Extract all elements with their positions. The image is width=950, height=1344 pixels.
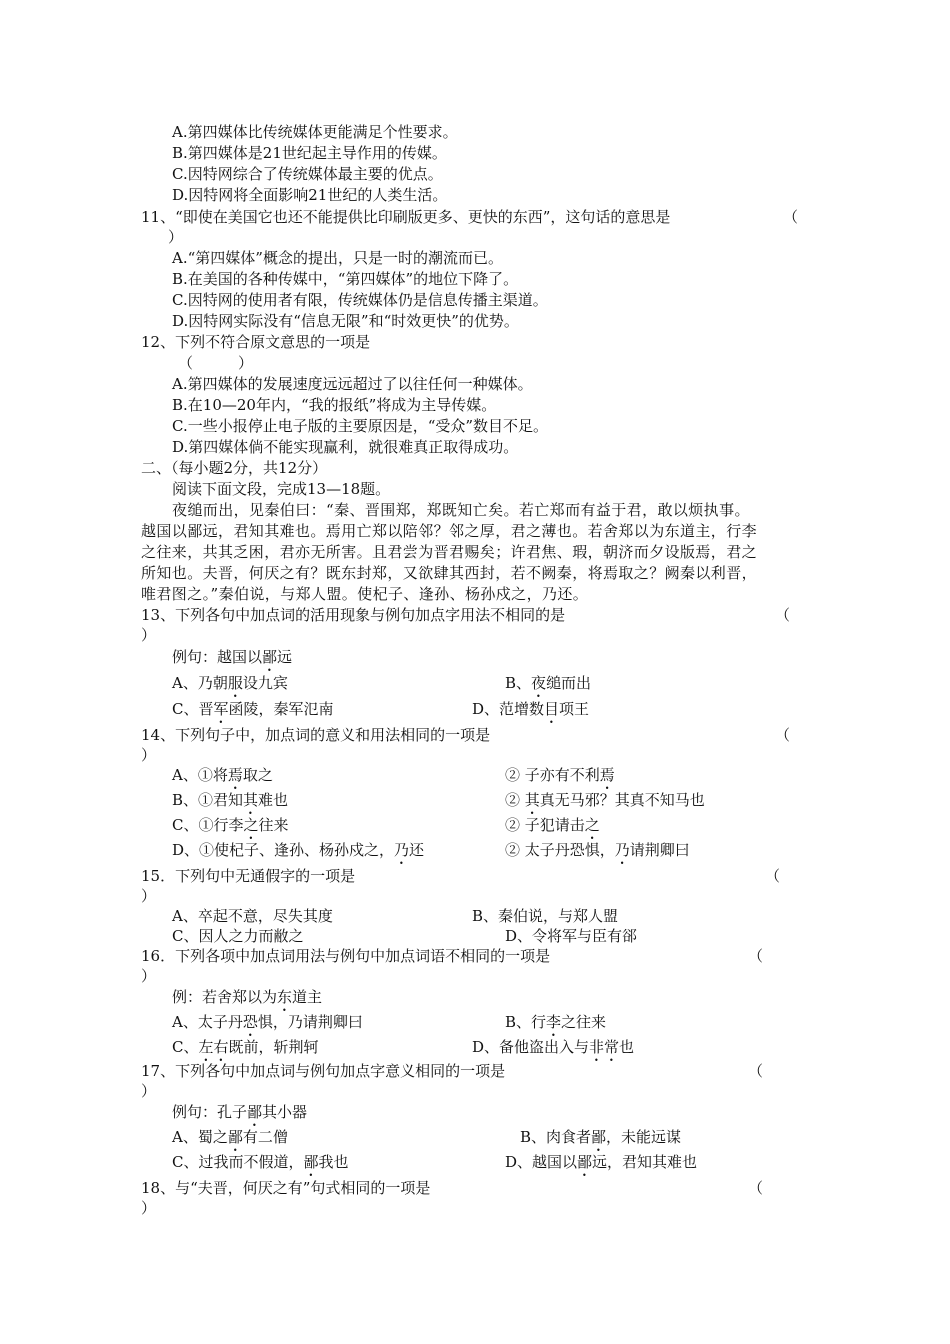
dotted-word: 其 bbox=[243, 791, 259, 809]
q10-option-c: C.因特网综合了传统媒体最主要的优点。 bbox=[172, 165, 443, 183]
q14-option-d-1: D、①使杞子、逢孙、杨孙戍之，乃还 bbox=[172, 841, 425, 859]
q16-answer-paren-close: ） bbox=[141, 967, 157, 985]
dotted-word: 军 bbox=[213, 700, 229, 718]
dotted-word: 其 bbox=[524, 791, 540, 809]
q12-option-c: C.一些小报停止电子版的主要原因是，“受众”数目不足。 bbox=[172, 417, 549, 435]
q13-option-d: D、范增数目项王 bbox=[472, 700, 590, 718]
dotted-word: 东 bbox=[277, 988, 293, 1006]
q14-option-d-2: ② 太子丹恐惧，乃请荆卿曰 bbox=[505, 841, 690, 859]
q10-option-d: D.因特网将全面影响21世纪的人类生活。 bbox=[172, 186, 448, 204]
q12-option-d: D.第四媒体倘不能实现赢利，就很难真正取得成功。 bbox=[172, 438, 519, 456]
q12-answer-paren: （ ） bbox=[178, 354, 254, 372]
q14-option-b-2: ② 其真无马邪？其真不知马也 bbox=[505, 791, 705, 809]
q11-option-c: C.因特网的使用者有限，传统媒体仍是信息传播主渠道。 bbox=[172, 291, 548, 309]
dotted-word: 夜 bbox=[531, 674, 547, 692]
passage-line: 所知也。夫晋，何厌之有？既东封郑，又欲肆其西封，若不阙秦，将焉取之？阙秦以利晋， bbox=[141, 564, 758, 582]
q16-example: 例：若舍郑以为东道主 bbox=[172, 988, 323, 1006]
q14-option-c-1: C、①行李之往来 bbox=[172, 816, 289, 834]
q11-option-d: D.因特网实际没有“信息无限”和“时效更快”的优势。 bbox=[172, 312, 519, 330]
dotted-word: 鄙 bbox=[577, 1153, 593, 1171]
dotted-word: 左右 bbox=[198, 1038, 229, 1056]
q11-stem: 11、“即使在美国它也还不能提供比印刷版更多、更快的东西”，这句话的意思是 bbox=[141, 208, 671, 226]
q17-answer-paren-open: （ bbox=[748, 1062, 764, 1080]
q15-option-b: B、秦伯说，与郑人盟 bbox=[472, 907, 619, 925]
q14-option-a-1: A、①将焉取之 bbox=[172, 766, 273, 784]
q16-option-a: A、太子丹恐惧，乃请荆卿曰 bbox=[172, 1013, 363, 1031]
q13-option-c: C、晋军函陵，秦军氾南 bbox=[172, 700, 334, 718]
dotted-word: 焉 bbox=[227, 766, 243, 784]
q17-example: 例句：孔子鄙其小器 bbox=[172, 1103, 308, 1121]
dotted-word: 之 bbox=[584, 816, 600, 834]
q11-option-a: A.“第四媒体”概念的提出，只是一时的潮流而已。 bbox=[172, 249, 503, 267]
q13-answer-paren-close: ） bbox=[141, 626, 157, 644]
dotted-word: 鄙 bbox=[591, 1128, 607, 1146]
q18-stem: 18、与“夫晋，何厌之有”句式相同的一项是 bbox=[141, 1179, 431, 1197]
dotted-word: 焉 bbox=[599, 766, 615, 784]
dotted-word: 非常 bbox=[589, 1038, 620, 1056]
q18-answer-paren-close: ） bbox=[141, 1199, 157, 1217]
q17-stem: 17、下列各句中加点词与例句加点字意义相同的一项是 bbox=[141, 1062, 506, 1080]
q14-answer-paren-open: （ bbox=[775, 726, 791, 744]
q14-option-b-1: B、①君知其难也 bbox=[172, 791, 289, 809]
q15-option-c: C、因人之力而敝之 bbox=[172, 927, 304, 945]
dotted-word: 之 bbox=[243, 816, 259, 834]
q17-option-d: D、越国以鄙远，君知其难也 bbox=[505, 1153, 698, 1171]
dotted-word: 鄙 bbox=[303, 1153, 319, 1171]
q10-option-b: B.第四媒体是21世纪起主导作用的传媒。 bbox=[172, 144, 447, 162]
q12-option-a: A.第四媒体的发展速度远远超过了以往任何一种媒体。 bbox=[172, 375, 533, 393]
q13-stem: 13、下列各句中加点词的活用现象与例句加点字用法不相同的是 bbox=[141, 606, 566, 624]
reading-instruction: 阅读下面文段，完成13—18题。 bbox=[172, 480, 391, 498]
q10-option-a: A.第四媒体比传统媒体更能满足个性要求。 bbox=[172, 123, 458, 141]
q13-option-b: B、夜缒而出 bbox=[505, 674, 592, 692]
q16-answer-paren-open: （ bbox=[748, 947, 764, 965]
dotted-word: 李 bbox=[546, 1013, 562, 1031]
passage-line: 唯君图之。”秦伯说，与郑人盟。使杞子、逢孙、杨孙戍之，乃还。 bbox=[141, 585, 589, 603]
q14-option-c-2: ② 子犯请击之 bbox=[505, 816, 600, 834]
passage-line: 之往来，共其乏困，君亦无所害。且君尝为晋君赐矣；许君焦、瑕，朝济而夕设版焉，君之 bbox=[141, 543, 758, 561]
dotted-word: 鄙 bbox=[227, 1128, 243, 1146]
q15-option-a: A、卒起不意，尽失其度 bbox=[172, 907, 333, 925]
q14-stem: 14、下列句子中，加点词的意义和用法相同的一项是 bbox=[141, 726, 491, 744]
q15-option-d: D、令将军与臣有郤 bbox=[505, 927, 638, 945]
q11-answer-paren-close: ） bbox=[168, 228, 184, 246]
q16-stem: 16．下列各项中加点词用法与例句中加点词语不相同的一项是 bbox=[141, 947, 551, 965]
dotted-word: 服 bbox=[227, 674, 243, 692]
q14-answer-paren-close: ） bbox=[141, 746, 157, 764]
dotted-word: 目 bbox=[544, 700, 560, 718]
q17-answer-paren-close: ） bbox=[141, 1082, 157, 1100]
passage-line: 夜缒而出，见秦伯曰：“秦、晋围郑，郑既知亡矣。若亡郑而有益于君，敢以烦执事。 bbox=[172, 501, 750, 519]
q18-answer-paren-open: （ bbox=[748, 1179, 764, 1197]
q16-option-b: B、行李之往来 bbox=[505, 1013, 607, 1031]
q17-option-b: B、肉食者鄙，未能远谋 bbox=[520, 1128, 682, 1146]
q12-option-b: B.在10—20年内，“我的报纸”将成为主导传媒。 bbox=[172, 396, 497, 414]
q15-stem: 15．下列句中无通假字的一项是 bbox=[141, 867, 356, 885]
q15-answer-paren-close: ） bbox=[141, 887, 157, 905]
q16-option-c: C、左右既前，斩荆轲 bbox=[172, 1038, 319, 1056]
q16-option-d: D、备他盗出入与非常也 bbox=[472, 1038, 635, 1056]
dotted-word: 乃 bbox=[394, 841, 410, 859]
q12-stem: 12、下列不符合原文意思的一项是 bbox=[141, 333, 371, 351]
q17-option-c: C、过我而不假道，鄙我也 bbox=[172, 1153, 349, 1171]
passage-line: 越国以鄙远，君知其难也。焉用亡郑以陪邻？邻之厚，君之薄也。若舍郑以为东道主，行李 bbox=[141, 522, 758, 540]
q15-answer-paren-open: （ bbox=[765, 867, 781, 885]
dotted-word: 鄙 bbox=[262, 648, 278, 666]
q17-option-a: A、蜀之鄙有二僧 bbox=[172, 1128, 288, 1146]
q11-option-b: B.在美国的各种传媒中，“第四媒体”的地位下降了。 bbox=[172, 270, 519, 288]
q11-answer-paren-open: （ bbox=[783, 208, 799, 226]
dotted-word: 恐 bbox=[242, 1013, 258, 1031]
q13-option-a: A、乃朝服设九宾 bbox=[172, 674, 288, 692]
q14-option-a-2: ② 子亦有不利焉 bbox=[505, 766, 615, 784]
section-two-heading: 二、（每小题2分，共12分） bbox=[141, 459, 328, 477]
q13-example: 例句：越国以鄙远 bbox=[172, 648, 293, 666]
q13-answer-paren-open: （ bbox=[775, 606, 791, 624]
dotted-word: 鄙 bbox=[247, 1103, 263, 1121]
dotted-word: 乃 bbox=[614, 841, 630, 859]
